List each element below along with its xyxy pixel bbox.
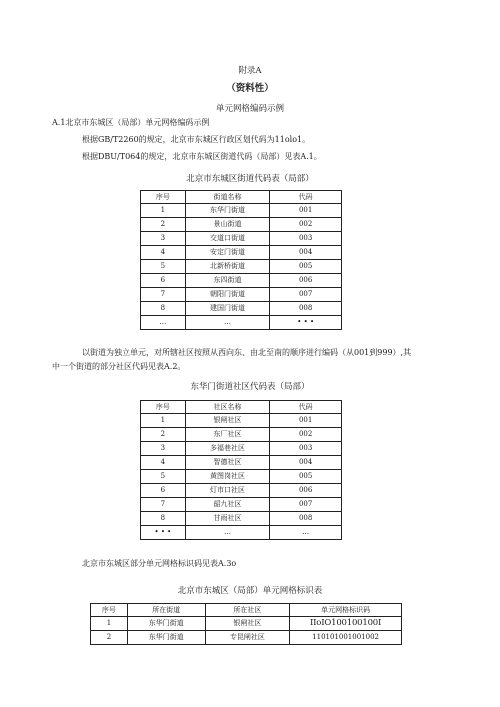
- table-cell: 008: [270, 302, 342, 316]
- table-cell: 东华门街道: [127, 617, 205, 631]
- table-cell: …: [141, 316, 186, 330]
- table-row: [141, 414, 342, 428]
- paragraph-4: 北京市东城区部分单元网格标识码见表A.3o: [82, 559, 237, 568]
- table-cell: 1: [141, 414, 186, 428]
- table-cell: 东厂社区: [185, 428, 270, 442]
- table-row: [141, 470, 342, 484]
- table-cell: 005: [270, 470, 342, 484]
- table-cell: 007: [270, 288, 342, 302]
- table-cell: 6: [141, 274, 186, 288]
- paragraph-3-line-1: 以街道为独立单元，对所辖社区按照从西向东、由北至南的顺序进行编码（从001到999）,其: [82, 348, 412, 357]
- table-cell: 东四街道: [185, 274, 270, 288]
- table2: [140, 400, 342, 540]
- table-cell: 007: [270, 498, 342, 512]
- table-row: [141, 218, 342, 232]
- table-cell: 004: [270, 246, 342, 260]
- table1-header-index: 序号: [141, 191, 186, 204]
- table-cell: 银闸社区: [185, 414, 270, 428]
- table-cell: 东华门街道: [127, 631, 205, 645]
- table-row: [91, 631, 402, 645]
- appendix-nature: （资料性）: [226, 83, 274, 94]
- table-cell: 006: [270, 274, 342, 288]
- table-row: [141, 246, 342, 260]
- table-row: [141, 456, 342, 470]
- table3: [90, 603, 402, 645]
- paragraph-2: 根据DBU/T064的规定，北京市东城区街道代码（局部）见表A.1。: [82, 152, 322, 161]
- table2-header-code: 代码: [270, 401, 342, 414]
- paragraph-1: 根据GB/T2260的规定，北京市东城区行政区划代码为11olo1。: [82, 135, 311, 144]
- table-cell: 1: [91, 617, 128, 631]
- table-cell: 7: [141, 288, 186, 302]
- table-row: [141, 442, 342, 456]
- table3-header-community: 所在社区: [205, 604, 290, 617]
- table3-header-grid-code: 单元网格标识码: [290, 604, 402, 617]
- table2-caption: 东华门街道社区代码表（局部）: [190, 382, 310, 392]
- table-cell: 3: [141, 442, 186, 456]
- table-cell: 4: [141, 246, 186, 260]
- table-row: [141, 498, 342, 512]
- table3-caption: 北京市东城区（局部）单元网格标识表: [177, 586, 323, 596]
- table-cell: 银闸社区: [205, 617, 290, 631]
- table-cell: • • •: [141, 526, 186, 540]
- table-row: [141, 288, 342, 302]
- table-cell: …: [270, 526, 342, 540]
- table-cell: 005: [270, 260, 342, 274]
- table-cell: 2: [91, 631, 128, 645]
- table-cell: 1: [141, 204, 186, 218]
- table-cell: 003: [270, 442, 342, 456]
- table-row: [141, 260, 342, 274]
- table2-header-name: 社区名称: [185, 401, 270, 414]
- table-cell: …: [185, 526, 270, 540]
- table-cell: 8: [141, 302, 186, 316]
- table-cell: 北新桥街道: [185, 260, 270, 274]
- table-cell: 东华门街道: [185, 204, 270, 218]
- document-title: 单元网格编码示例: [215, 104, 284, 114]
- appendix-label: 附录A: [238, 66, 262, 76]
- table-cell: 8: [141, 512, 186, 526]
- table-row: [141, 302, 342, 316]
- table-cell: 4: [141, 456, 186, 470]
- table-cell: 7: [141, 498, 186, 512]
- table-cell: …: [185, 316, 270, 330]
- table-cell: 002: [270, 428, 342, 442]
- table-cell: 灯市口社区: [185, 484, 270, 498]
- table-cell: 黄图岗社区: [185, 470, 270, 484]
- table1: [140, 190, 342, 330]
- table-cell: 001: [270, 414, 342, 428]
- table-cell: 朝阳门街道: [185, 288, 270, 302]
- table-cell: 110101001001002: [290, 631, 402, 645]
- table-row: [141, 526, 342, 540]
- table-row: [141, 274, 342, 288]
- table1-caption: 北京市东城区街道代码表（局部）: [186, 174, 314, 184]
- table-cell: 建国门街道: [185, 302, 270, 316]
- table-cell: 6: [141, 484, 186, 498]
- table-cell: 001: [270, 204, 342, 218]
- section-heading: A.1北京市东城区（局部）单元网格编码示例: [52, 118, 210, 127]
- table-cell: 003: [270, 232, 342, 246]
- table-row: [141, 316, 342, 330]
- table-cell: 交道口街道: [185, 232, 270, 246]
- table-cell: 002: [270, 218, 342, 232]
- table2-header-index: 序号: [141, 401, 186, 414]
- table-cell: 008: [270, 512, 342, 526]
- table-cell: 5: [141, 470, 186, 484]
- table-row: [141, 484, 342, 498]
- table-cell: 004: [270, 456, 342, 470]
- table-row: [141, 512, 342, 526]
- table-cell: 韶九社区: [185, 498, 270, 512]
- table-cell: 智德社区: [185, 456, 270, 470]
- table-cell: 景山街道: [185, 218, 270, 232]
- table-cell: 专昆闸社区: [205, 631, 290, 645]
- table-cell: • • •: [270, 316, 342, 330]
- table-cell: IIoIO100100100I: [290, 617, 402, 631]
- table3-header-index: 序号: [91, 604, 128, 617]
- table-cell: 006: [270, 484, 342, 498]
- table-row: [91, 617, 402, 631]
- table-cell: 2: [141, 428, 186, 442]
- table-cell: 2: [141, 218, 186, 232]
- table1-header-code: 代码: [270, 191, 342, 204]
- table3-header-street: 所在街道: [127, 604, 205, 617]
- table-cell: 安定门街道: [185, 246, 270, 260]
- table-row: [141, 204, 342, 218]
- table-cell: 5: [141, 260, 186, 274]
- table1-header-name: 街道名称: [185, 191, 270, 204]
- table-cell: 3: [141, 232, 186, 246]
- paragraph-3-line-2: 中一个街道的部分社区代码见表A.2。: [52, 362, 186, 371]
- table-row: [141, 232, 342, 246]
- table-cell: 甘雨社区: [185, 512, 270, 526]
- table-row: [141, 428, 342, 442]
- table-cell: 多福巷社区: [185, 442, 270, 456]
